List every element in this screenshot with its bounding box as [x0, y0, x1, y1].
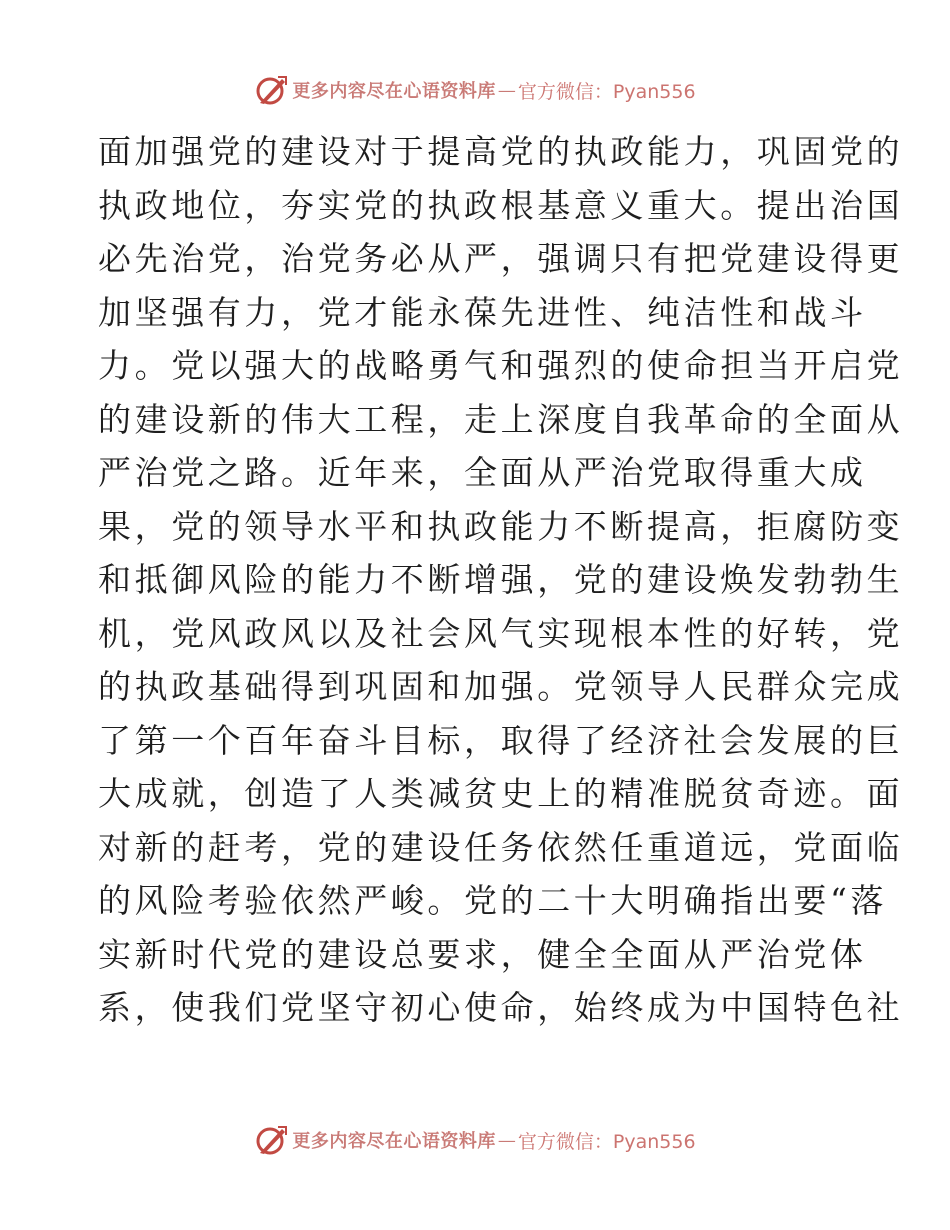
footer-promo-text: 更多内容尽在心语资料库 — [292, 1131, 496, 1152]
body-line: 必先治党，治党务必从严，强调只有把党建设得更 — [98, 239, 904, 278]
body-line: 执政地位，夯实党的执政根基意义重大。提出治国 — [98, 185, 904, 225]
quill-logo-icon — [254, 1123, 288, 1157]
body-line: 果，党的领导水平和执政能力不断提高，拒腐防变 — [98, 506, 904, 546]
body-line: 实新时代党的建设总要求，健全全面从严治党体 — [98, 934, 867, 974]
footer-separator: — — [497, 1129, 516, 1151]
body-line: 的风险考验依然严峻。党的二十大明确指出要“落 — [98, 881, 888, 920]
body-line: 对新的赶考，党的建设任务依然任重道远，党面临 — [98, 827, 904, 867]
footer-watermark-banner — [0, 1120, 950, 1160]
body-line: 和抵御风险的能力不断增强，党的建设焕发勃勃生 — [98, 560, 904, 599]
quill-logo-icon — [254, 73, 288, 107]
header-wechat-text: 官方微信：Pyan556 — [517, 80, 696, 103]
header-promo-text: 更多内容尽在心语资料库 — [292, 81, 496, 102]
body-line: 的执政基础得到巩固和加强。党领导人民群众完成 — [98, 667, 904, 706]
body-line: 的建设新的伟大工程，走上深度自我革命的全面从 — [98, 399, 904, 439]
body-line: 加坚强有力，党才能永葆先进性、纯洁性和战斗 — [98, 292, 867, 332]
header-watermark-banner — [0, 70, 950, 110]
footer-wechat-text: 官方微信：Pyan556 — [517, 1130, 696, 1153]
body-line: 严治党之路。近年来，全面从严治党取得重大成 — [98, 453, 867, 492]
document-body — [98, 125, 904, 1035]
body-line: 大成就，创造了人类减贫史上的精准脱贫奇迹。面 — [98, 774, 904, 813]
body-line: 系，使我们党坚守初心使命，始终成为中国特色社 — [98, 988, 904, 1027]
body-line: 力。党以强大的战略勇气和强烈的使命担当开启党 — [98, 346, 904, 385]
body-line: 了第一个百年奋斗目标，取得了经济社会发展的巨 — [98, 720, 904, 760]
body-line: 机，党风政风以及社会风气实现根本性的好转，党 — [98, 613, 904, 653]
body-line: 面加强党的建设对于提高党的执政能力，巩固党的 — [98, 132, 904, 171]
header-separator: — — [497, 79, 516, 101]
